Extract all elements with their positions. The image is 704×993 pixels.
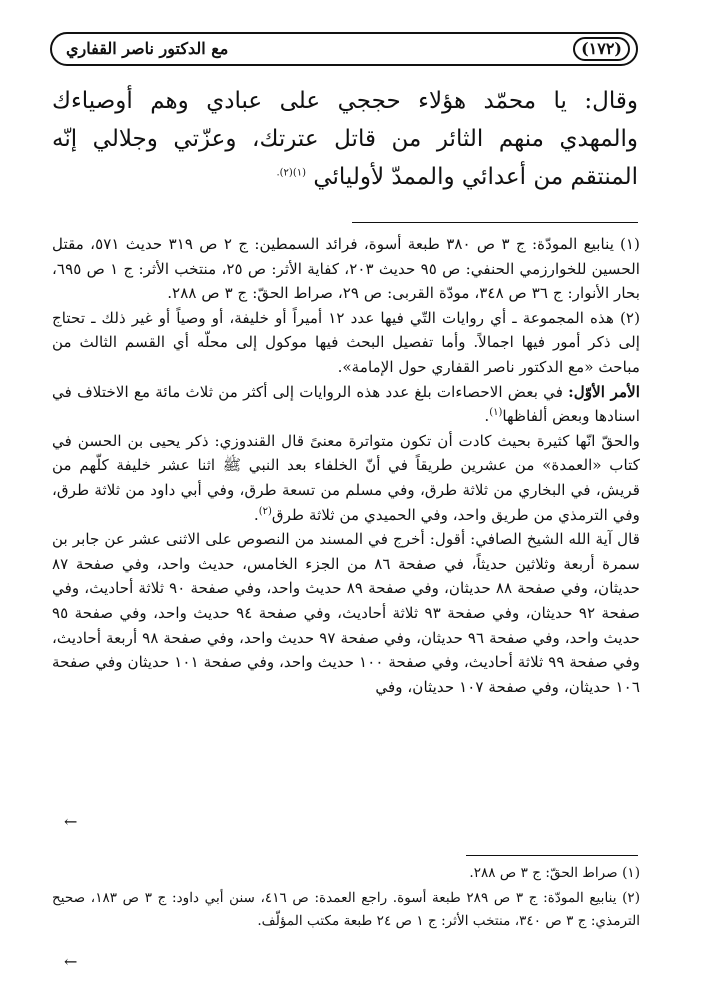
notes-separator	[352, 222, 638, 223]
paragraph-lead: الأمر الأوّل:	[568, 382, 640, 401]
footnotes	[52, 862, 640, 935]
footer-arrow-icon: ←	[64, 952, 78, 971]
note-1	[52, 232, 640, 306]
footnote-1	[52, 862, 640, 885]
main-text	[52, 82, 638, 196]
notes-section	[52, 232, 640, 699]
running-header	[50, 32, 638, 66]
note-text: هذه المجموعة ـ أي روايات التّي فيها عدد ١٢ أميراً أو خليفة، أو وصياً أو غير ذلك ـ تحتاج إلى ذكر أمور فيها اجمالاً. وأما تفصيل البحث فيها موكول إلى محلّه أي القسم الثالث من مباحث «مع الدكتور ناصر القفاري حول الإمامة».	[52, 308, 640, 376]
footnote-text: ينابيع المودّة: ج ٣ ص ٢٨٩ طبعة أسوة. راجع العمدة: ص ٤١٦، سنن أبي داود: ج ٣ ص ١٨٣، صحيح الترمذي: ج ٣ ص ٣٤٠، منتخب الأثر: ج ١ ص ٢٤ طبعة مكتب المؤلّف.	[52, 890, 640, 929]
paragraph-tawatur	[52, 429, 640, 527]
footnote-ref: (١)	[489, 407, 503, 419]
footnote-text: صراط الحقّ: ج ٣ ص ٢٨٨.	[469, 865, 618, 881]
book-title: مع الدكتور ناصر القفاري	[66, 39, 229, 58]
paragraph-text: قال آية الله الشيخ الصافي: أقول: أخرج في المسند من النصوص على الاثنى عشر عن جابر بن سمرة أربعة وثلاثين حديثاً، في صفحة ٨٦ من الجزء الخامس، حديث واحد، وفي صفحة ٨٧ حديثان، وفي صفحة ٨٨ حديثان، وفي صفحة ٨٩ حديث واحد، وفي صفحة ٩٠ ثلاثة أحاديث، وفي صفحة ٩٢ حديثان، وفي صفحة ٩٣ ثلاثة أحاديث، وفي صفحة ٩٤ حديث واحد، وفي صفحة ٩٥ حديث واحد، وفي صفحة ٩٦ حديثان، وفي صفحة ٩٧ حديث واحد، وفي صفحة ٩٨ أربعة أحاديث، وفي صفحة ٩٩ ثلاثة أحاديث، وفي صفحة ١٠٠ حديث واحد، وفي صفحة ١٠١ حديثان وفي صفحة ١٠٦ حديثان، وفي صفحة ١٠٧ حديثان، وفي	[52, 530, 641, 696]
note-number: (١)	[619, 235, 640, 253]
note-number: (٢)	[619, 308, 641, 327]
paragraph-safi	[52, 527, 640, 699]
note-2	[52, 306, 640, 380]
footnotes-separator	[466, 855, 638, 856]
footnote-2	[52, 887, 640, 933]
main-text-refs: (١)(٢).	[276, 167, 307, 179]
footnote-number: (٢)	[622, 890, 641, 906]
continue-arrow-icon: ←	[64, 812, 78, 831]
paragraph-text: في بعض الاحصاءات بلغ عدد هذه الروايات إلى أكثر من ثلاث مائة مع الاختلاف في اسنادها وبعض ألفاظها	[52, 382, 640, 426]
page-number: (١٧٢)	[573, 37, 630, 61]
note-text: ينابيع المودّة: ج ٣ ص ٣٨٠ طبعة أسوة، فرائد السمطين: ج ٢ ص ٣١٩ حديث ٥٧١، مقتل الحسين للخوارزمي الحنفي: ص ٩٥ حديث ٢٠٣، كفاية الأثر: ص ٢٥، منتخب الأثر: ج ١ ص ٦٩٥، بحار الأنوار: ج ٣٦ ص ٣٤٨، مودّة القربى: ص ٢٩، صراط الحقّ: ج ٣ ص ٢٨٨.	[52, 235, 641, 303]
paragraph-text: والحقّ انّها كثيرة بحيث كادت أن تكون متواترة معنىً قال القندوزي: ذكر يحيى بن الحسن في كتاب «العمدة» من عشرين طريقاً في أنّ الخلفاء بعد النبي ﷺ اثنا عشر خليفة كلّهم من قريش، في البخاري من ثلاثة طرق، وفي مسلم من تسعة طرق، وفي أبي داود من ثلاثة طرق، وفي الترمذي من طريق واحد، وفي الحميدي من ثلاثة طرق	[52, 431, 640, 524]
paragraph-first-matter	[52, 380, 640, 429]
main-text-body: وقال: يا محمّد هؤلاء حججي على عبادي وهم أوصياءك والمهدي منهم الثائر من قاتل عترتك، وعزّتي وجلالي إنّه المنتقم من أعدائي والممدّ لأوليائي	[52, 88, 638, 190]
paragraph-tail: .	[484, 407, 490, 426]
paragraph-tail: .	[253, 505, 259, 524]
footnote-ref: (٢)	[258, 505, 272, 517]
footnote-number: (١)	[622, 865, 640, 881]
